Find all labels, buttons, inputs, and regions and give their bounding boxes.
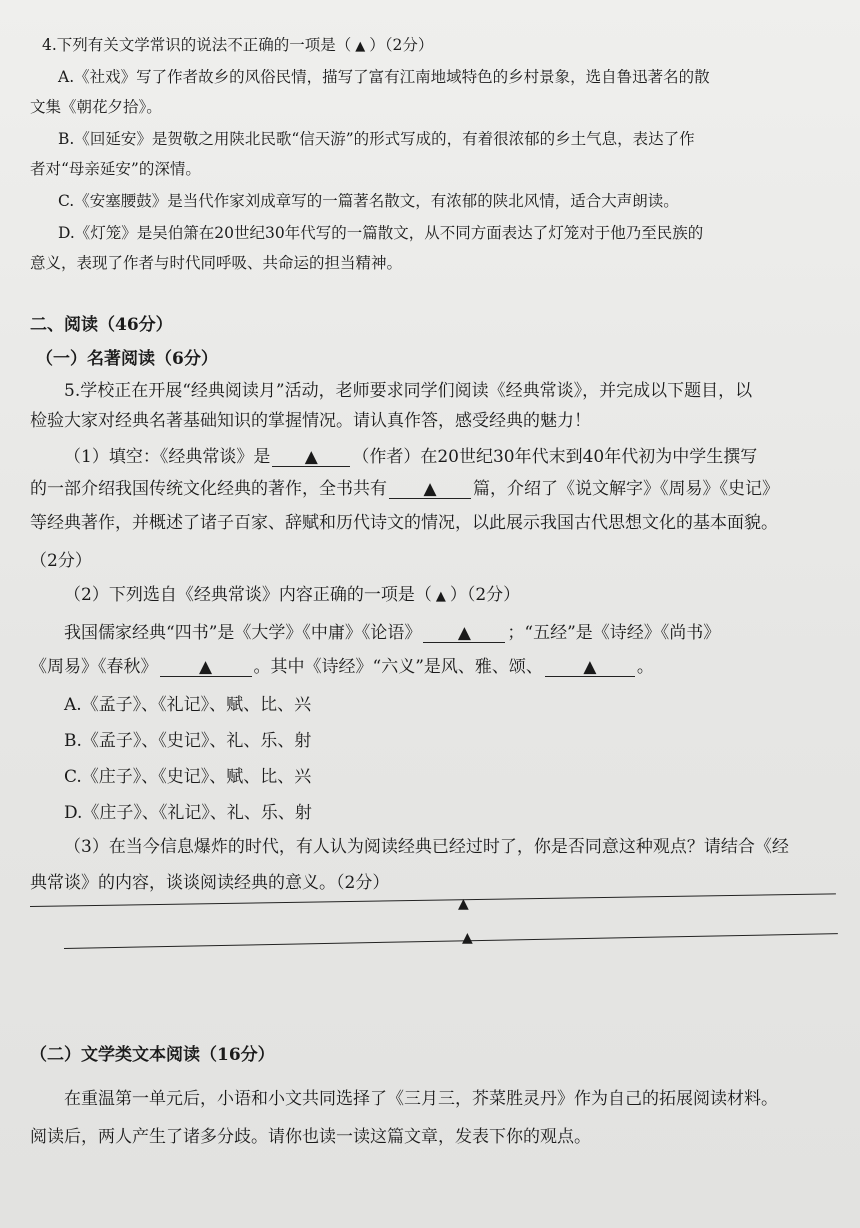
answer-marker-icon: ▲: [462, 930, 473, 946]
answer-marker-icon: ▲: [304, 447, 318, 467]
chapter-count-answer-blank[interactable]: [389, 480, 471, 499]
q5-1-fill-line2: 的一部介绍我国传统文化经典的著作，全书共有 ▲ 篇，介绍了《说文解字》《周易》《史记》: [30, 479, 779, 499]
q5-1-score: （2分）: [30, 551, 92, 571]
five-classics-answer-blank[interactable]: [160, 658, 252, 677]
q5-1-fill-line1: （1）填空：《经典常谈》是 ▲ （作者）在20世纪30年代末到40年代初为中学生撰写: [64, 447, 758, 467]
q4-option-b-line2: 者对“母亲延安”的深情。: [30, 160, 201, 178]
q4-option-b-line1: B.《回延安》是贺敬之用陕北民歌“信天游”的形式写成的，有着很浓郁的乡土气息，表达了作: [58, 130, 695, 148]
q4-option-d-line1: D.《灯笼》是吴伯箫在20世纪30年代写的一篇散文，从不同方面表达了灯笼对于他乃至民族的: [58, 224, 704, 242]
q5-intro-line2: 检验大家对经典名著基础知识的掌握情况。请认真作答，感受经典的魅力！: [30, 411, 591, 431]
q4-option-c: C.《安塞腰鼓》是当代作家刘成章写的一篇著名散文，有浓郁的陕北风情，适合大声朗读。: [58, 192, 679, 210]
author-answer-blank[interactable]: [272, 448, 350, 467]
q5-2-stem: （2）下列选自《经典常谈》内容正确的一项是（ ▲ ）（2分）: [64, 584, 520, 608]
literary-intro-line2: 阅读后，两人产生了诸多分歧。请你也读一读这篇文章，发表下你的观点。: [30, 1127, 591, 1147]
q4-option-a-line1: A.《社戏》写了作者故乡的风俗民情，描写了富有江南地域特色的乡村景象，选自鲁迅著名的散: [58, 68, 710, 86]
q4-option-a-line2: 文集《朝花夕拾》。: [30, 98, 162, 116]
q5-intro-line1: 5.学校正在开展“经典阅读月”活动，老师要求同学们阅读《经典常谈》，并完成以下题目，以: [64, 381, 753, 401]
answer-marker-icon: ▲: [198, 657, 213, 677]
answer-marker-icon: ▲: [423, 479, 437, 499]
answer-marker-icon: ▲: [458, 896, 469, 912]
answer-marker-icon: ▲: [457, 623, 471, 643]
bleed-through-texture: [60, 300, 760, 1000]
section-2-title: 二、阅读（46分）: [30, 315, 173, 335]
q5-2-passage-line1: 我国儒家经典“四书”是《大学》《中庸》《论语》 ▲ ；“五经”是《诗经》《尚书》: [64, 623, 721, 643]
q5-2-option-a: A.《孟子》、《礼记》、赋、比、兴: [64, 695, 312, 715]
literary-intro-line1: 在重温第一单元后，小语和小文共同选择了《三月三，芥菜胜灵丹》作为自己的拓展阅读材料。: [64, 1089, 778, 1109]
answer-marker-icon: ▲: [435, 589, 446, 604]
part-1-title: （一）名著阅读（6分）: [36, 349, 218, 369]
q5-3-stem-line1: （3）在当今信息爆炸的时代，有人认为阅读经典已经过时了，你是否同意这种观点？请结合《经: [64, 837, 789, 857]
q5-2-option-d: D.《庄子》、《礼记》、礼、乐、射: [64, 803, 312, 823]
answer-marker-icon: ▲: [355, 39, 366, 54]
q5-2-option-b: B.《孟子》、《史记》、礼、乐、射: [64, 731, 312, 751]
six-principles-answer-blank[interactable]: [545, 658, 635, 677]
four-books-answer-blank[interactable]: [423, 624, 505, 643]
q4-stem: 4.下列有关文学常识的说法不正确的一项是（ ▲ ）（2分）: [42, 34, 433, 58]
q4-option-d-line2: 意义，表现了作者与时代同呼吸、共命运的担当精神。: [30, 254, 403, 272]
answer-marker-icon: ▲: [583, 657, 597, 677]
q5-3-stem-line2: 典常谈》的内容，谈谈阅读经典的意义。（2分）: [30, 873, 390, 893]
q5-1-fill-line3: 等经典著作，并概述了诸子百家、辞赋和历代诗文的情况，以此展示我国古代思想文化的基本面貌。: [30, 513, 778, 533]
q5-2-option-c: C.《庄子》、《史记》、赋、比、兴: [64, 767, 312, 787]
q5-2-passage-line2: 《周易》《春秋》 ▲ 。其中《诗经》“六义”是风、雅、颂、 ▲ 。: [30, 657, 654, 677]
part-2-title: （二）文学类文本阅读（16分）: [30, 1045, 275, 1065]
